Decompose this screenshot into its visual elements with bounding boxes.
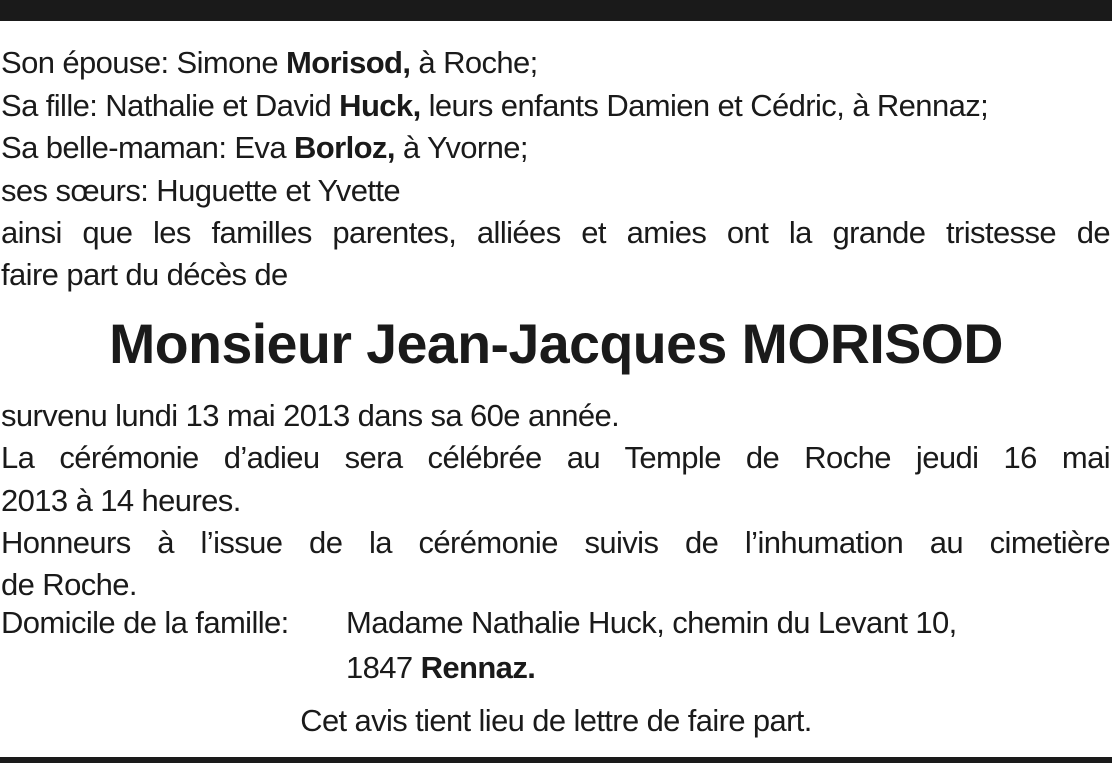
ceremony-time-line: 2013 à 14 heures. — [1, 483, 241, 518]
closing-note: Cet avis tient lieu de lettre de faire part. — [300, 703, 812, 738]
domicile-postcode: 1847 — [346, 650, 421, 685]
spouse-line — [1, 42, 1110, 84]
sisters-line: ses sœurs: Huguette et Yvette — [1, 173, 401, 208]
cemetery-line: de Roche. — [1, 567, 137, 602]
mother-in-law-line — [1, 127, 1110, 169]
domicile-label: Domicile de la famille: — [1, 605, 289, 640]
mother-in-law-name: Borloz, — [293, 130, 395, 165]
mother-in-law-prefix: Sa belle-maman: Eva — [1, 130, 294, 165]
domicile-address: Madame Nathalie Huck, chemin du Levant 10, — [346, 605, 957, 640]
spouse-suffix: à Roche; — [410, 45, 538, 80]
spouse-prefix: Son épouse: Simone — [1, 45, 287, 80]
mother-in-law-suffix: à Yvorne; — [394, 130, 528, 165]
daughter-line — [1, 84, 1110, 127]
families-line: ainsi que les familles parentes, alliées et amies ont la grande tristesse de — [1, 215, 1110, 250]
top-rule — [0, 0, 1112, 21]
spouse-name: Morisod, — [286, 45, 411, 80]
death-date-line: survenu lundi 13 mai 2013 dans sa 60e année. — [1, 398, 620, 433]
ceremony-line: La cérémonie d’adieu sera célébrée au Temple de Roche jeudi 16 mai — [1, 440, 1110, 475]
honours-line: Honneurs à l’issue de la cérémonie suivis de l’inhumation au cimetière — [1, 525, 1110, 560]
domicile-city-line — [346, 651, 535, 685]
domicile-city: Rennaz. — [420, 650, 536, 685]
family-list — [1, 42, 1110, 296]
daughter-suffix: leurs enfants Damien et Cédric, à Rennaz; — [420, 88, 989, 123]
announcement-line: faire part du décès de — [1, 257, 288, 292]
details-block — [1, 395, 1110, 606]
bottom-rule — [0, 757, 1112, 763]
deceased-name: Monsieur Jean-Jacques MORISOD — [109, 312, 1003, 375]
daughter-prefix: Sa fille: Nathalie et David — [1, 88, 340, 123]
daughter-name: Huck, — [339, 88, 421, 123]
